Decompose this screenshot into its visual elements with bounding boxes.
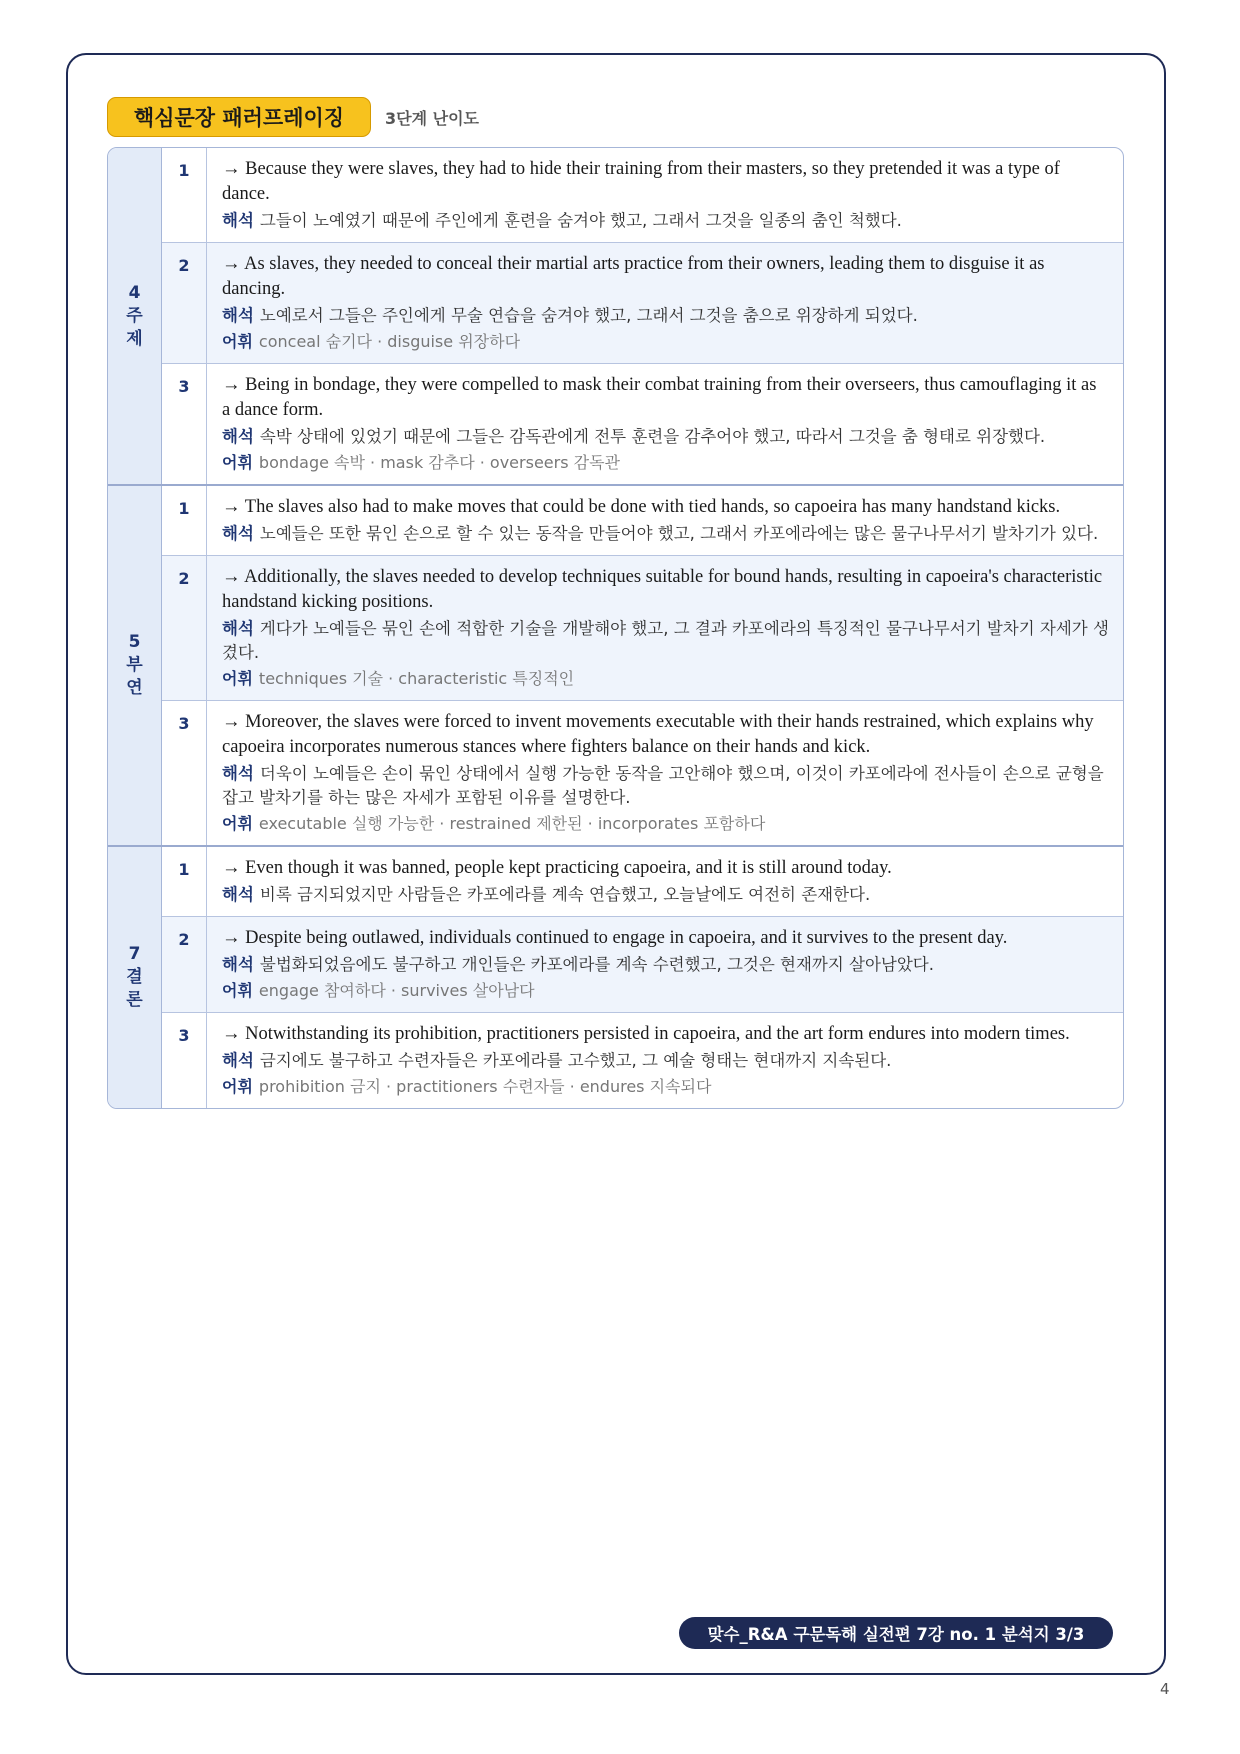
paraphrase-table xyxy=(107,147,1124,1109)
page-number: 4 xyxy=(1160,1680,1170,1698)
row-content xyxy=(207,847,1123,916)
korean-translation xyxy=(222,522,1109,546)
vocabulary-tag: 어휘 xyxy=(222,332,253,351)
paragraph-label-char: 론 xyxy=(126,990,143,1010)
vocabulary-text: conceal 숨기다 · disguise 위장하다 xyxy=(258,332,521,351)
paragraph-label-char: 주 xyxy=(126,305,143,326)
paraphrase-row xyxy=(162,556,1123,701)
vocabulary-line xyxy=(222,451,1109,475)
english-sentence: → Additionally, the slaves needed to develop techniques suitable for bound hands, resulting in capoeira's characteristic handstand kicking positions. xyxy=(222,567,1103,612)
english-sentence: → Even though it was banned, people kept practicing capoeira, and it is still around today. xyxy=(222,858,892,878)
translation-tag: 해석 xyxy=(222,1051,254,1070)
paraphrase-row xyxy=(162,1013,1123,1108)
row-number: 2 xyxy=(162,556,207,700)
translation-text: 금지에도 불구하고 수련자들은 카포에라를 고수했고, 그 예술 형태는 현대까지 지속된다. xyxy=(259,1051,892,1070)
vocabulary-line xyxy=(222,1075,1109,1099)
row-content xyxy=(207,917,1123,1012)
row-content xyxy=(207,148,1123,242)
translation-tag: 해석 xyxy=(222,764,254,783)
row-number: 1 xyxy=(162,847,207,916)
row-number: 3 xyxy=(162,701,207,845)
korean-translation xyxy=(222,953,1109,977)
paraphrase-row xyxy=(162,486,1123,556)
korean-translation xyxy=(222,209,1109,233)
paraphrase-row xyxy=(162,917,1123,1013)
paraphrase-row xyxy=(162,148,1123,243)
paragraph-label xyxy=(108,847,162,1108)
translation-tag: 해석 xyxy=(222,619,254,638)
translation-text: 노예로서 그들은 주인에게 무술 연습을 숨겨야 했고, 그래서 그것을 춤으로 위장하게 되었다. xyxy=(259,306,918,325)
paragraph-label-char: 부 xyxy=(126,655,143,675)
korean-translation xyxy=(222,762,1109,810)
paragraph-group xyxy=(108,486,1123,847)
row-content xyxy=(207,701,1123,845)
vocabulary-tag: 어휘 xyxy=(222,981,253,1000)
vocabulary-tag: 어휘 xyxy=(222,814,253,833)
paraphrase-row xyxy=(162,243,1123,364)
paraphrase-row xyxy=(162,701,1123,845)
vocabulary-text: techniques 기술 · characteristic 특징적인 xyxy=(258,669,575,688)
vocabulary-line xyxy=(222,667,1109,691)
vocabulary-text: prohibition 금지 · practitioners 수련자들 · endures 지속되다 xyxy=(258,1077,712,1096)
paragraph-label-char: 4 xyxy=(128,282,141,303)
korean-translation xyxy=(222,304,1109,328)
row-content xyxy=(207,556,1123,700)
difficulty-level: 3단계 난이도 xyxy=(385,108,479,128)
english-sentence: → The slaves also had to make moves that could be done with tied hands, so capoeira has many handstand kicks. xyxy=(222,497,1061,517)
row-number: 3 xyxy=(162,1013,207,1108)
paragraph-label xyxy=(108,486,162,845)
row-number: 2 xyxy=(162,243,207,363)
row-content xyxy=(207,1013,1123,1108)
vocabulary-tag: 어휘 xyxy=(222,453,253,472)
translation-text: 속박 상태에 있었기 때문에 그들은 감독관에게 전투 훈련을 감추어야 했고, 따라서 그것을 춤 형태로 위장했다. xyxy=(259,427,1046,446)
translation-text: 게다가 노예들은 묶인 손에 적합한 기술을 개발해야 했고, 그 결과 카포에라의 특징적인 물구나무서기 발차기 자세가 생겼다. xyxy=(222,619,1109,662)
paragraph-label-char: 연 xyxy=(126,678,143,698)
paragraph-label-char: 제 xyxy=(126,328,143,349)
section-title-badge: 핵심문장 패러프레이징 xyxy=(107,97,371,137)
translation-text: 더욱이 노예들은 손이 묶인 상태에서 실행 가능한 동작을 고안해야 했으며, 이것이 카포에라에 전사들이 손으로 균형을 잡고 발차기를 하는 많은 자세가 포함된 이유를 설명한다. xyxy=(222,764,1104,807)
translation-tag: 해석 xyxy=(222,524,254,543)
translation-text: 불법화되었음에도 불구하고 개인들은 카포에라를 계속 수련했고, 그것은 현재까지 살아남았다. xyxy=(259,955,934,974)
translation-text: 노예들은 또한 묶인 손으로 할 수 있는 동작을 만들어야 했고, 그래서 카포에라에는 많은 물구나무서기 발차기가 있다. xyxy=(259,524,1099,543)
english-sentence: → Notwithstanding its prohibition, practitioners persisted in capoeira, and the art form endures into modern times. xyxy=(222,1024,1070,1044)
paragraph-label-char: 7 xyxy=(128,944,141,964)
paragraph-label xyxy=(108,148,162,484)
vocabulary-line xyxy=(222,979,1109,1003)
translation-tag: 해석 xyxy=(222,955,254,974)
english-sentence: → Because they were slaves, they had to hide their training from their masters, so they pretended it was a type of dance. xyxy=(222,159,1060,204)
translation-tag: 해석 xyxy=(222,427,254,446)
vocabulary-text: bondage 속박 · mask 감추다 · overseers 감독관 xyxy=(258,453,620,472)
section-header xyxy=(107,95,479,139)
paragraph-label-char: 결 xyxy=(126,967,143,987)
english-sentence: → Despite being outlawed, individuals continued to engage in capoeira, and it survives to the present day. xyxy=(222,928,1008,948)
row-number: 1 xyxy=(162,148,207,242)
row-content xyxy=(207,486,1123,555)
translation-text: 비록 금지되었지만 사람들은 카포에라를 계속 연습했고, 오늘날에도 여전히 존재한다. xyxy=(259,885,871,904)
vocabulary-line xyxy=(222,330,1109,354)
english-sentence: → Being in bondage, they were compelled to mask their combat training from their overseers, thus camouflaging it as a dance form. xyxy=(222,375,1097,420)
vocabulary-line xyxy=(222,812,1109,836)
korean-translation xyxy=(222,617,1109,665)
translation-tag: 해석 xyxy=(222,211,254,230)
vocabulary-text: engage 참여하다 · survives 살아남다 xyxy=(258,981,535,1000)
paragraph-label-char: 5 xyxy=(128,632,141,652)
row-content xyxy=(207,364,1123,484)
row-number: 2 xyxy=(162,917,207,1012)
row-number: 3 xyxy=(162,364,207,484)
paragraph-group xyxy=(108,847,1123,1108)
vocabulary-text: executable 실행 가능한 · restrained 제한된 · incorporates 포함하다 xyxy=(258,814,766,833)
paraphrase-row xyxy=(162,364,1123,484)
english-sentence: → As slaves, they needed to conceal their martial arts practice from their owners, leading them to disguise it as dancing. xyxy=(222,254,1045,299)
row-content xyxy=(207,243,1123,363)
translation-text: 그들이 노예였기 때문에 주인에게 훈련을 숨겨야 했고, 그래서 그것을 일종의 춤인 척했다. xyxy=(259,211,902,230)
paragraph-group xyxy=(108,148,1123,486)
vocabulary-tag: 어휘 xyxy=(222,669,253,688)
korean-translation xyxy=(222,1049,1109,1073)
korean-translation xyxy=(222,425,1109,449)
translation-tag: 해석 xyxy=(222,306,254,325)
korean-translation xyxy=(222,883,1109,907)
footer-title: 맞수_R&A 구문독해 실전편 7강 no. 1 분석지 3/3 xyxy=(679,1617,1113,1649)
translation-tag: 해석 xyxy=(222,885,254,904)
vocabulary-tag: 어휘 xyxy=(222,1077,253,1096)
english-sentence: → Moreover, the slaves were forced to invent movements executable with their hands restrained, which explains why capoeira incorporates numerous stances where fighters balance on their hands and kick. xyxy=(222,712,1094,757)
paraphrase-row xyxy=(162,847,1123,917)
row-number: 1 xyxy=(162,486,207,555)
